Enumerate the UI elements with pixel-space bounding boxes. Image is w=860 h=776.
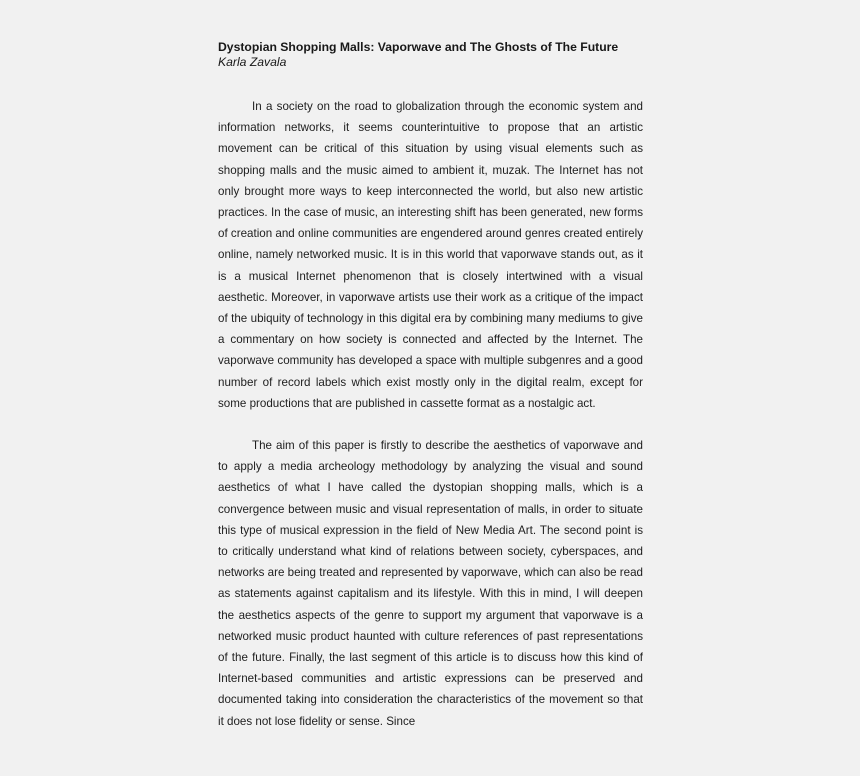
paper-title: Dystopian Shopping Malls: Vaporwave and The Ghosts of The Future — [218, 40, 619, 54]
paper-body — [218, 96, 643, 732]
paragraph-2: The aim of this paper is firstly to describe the aesthetics of vaporwave and to apply a media archeology methodology by analyzing the visual and sound aesthetics of what I have called the dystopian shopping malls, which is a convergence between music and visual representation of malls, in order to situate this type of musical expression in the field of New Media Art. The second point is to critically understand what kind of relations between society, cyberspaces, and networks are being treated and represented by vaporwave, which can also be read as statements against capitalism and its lifestyle. With this in mind, I will deepen the aesthetics aspects of the genre to support my argument that vaporwave is a networked music product haunted with culture references of past representations of the future. Finally, the last segment of this article is to discuss how this kind of Internet-based communities and artistic expressions can be preserved and documented taking into consideration the characteristics of the movement so that it does not lose fidelity or sense. Since — [218, 439, 643, 728]
paper-header — [218, 39, 658, 69]
paragraph-1: In a society on the road to globalization through the economic system and information networks, it seems counterintuitive to propose that an artistic movement can be critical of this situation by using visual elements such as shopping malls and the music aimed to ambient it, muzak. The Internet has not only brought more ways to keep interconnected the world, but also new artistic practices. In the case of music, an interesting shift has been generated, new forms of creation and online communities are engendered around genres created entirely online, namely networked music. It is in this world that vaporwave stands out, as it is a musical Internet phenomenon that is closely intertwined with a visual aesthetic. Moreover, in vaporwave artists use their work as a critique of the impact of the ubiquity of technology in this digital era by combining many mediums to give a commentary on how society is connected and affected by the Internet. The vaporwave community has developed a space with multiple subgenres and a good number of record labels which exist mostly only in the digital realm, except for some productions that are published in cassette format as a nostalgic act. — [218, 100, 643, 410]
paper-author: Karla Zavala — [218, 55, 287, 69]
